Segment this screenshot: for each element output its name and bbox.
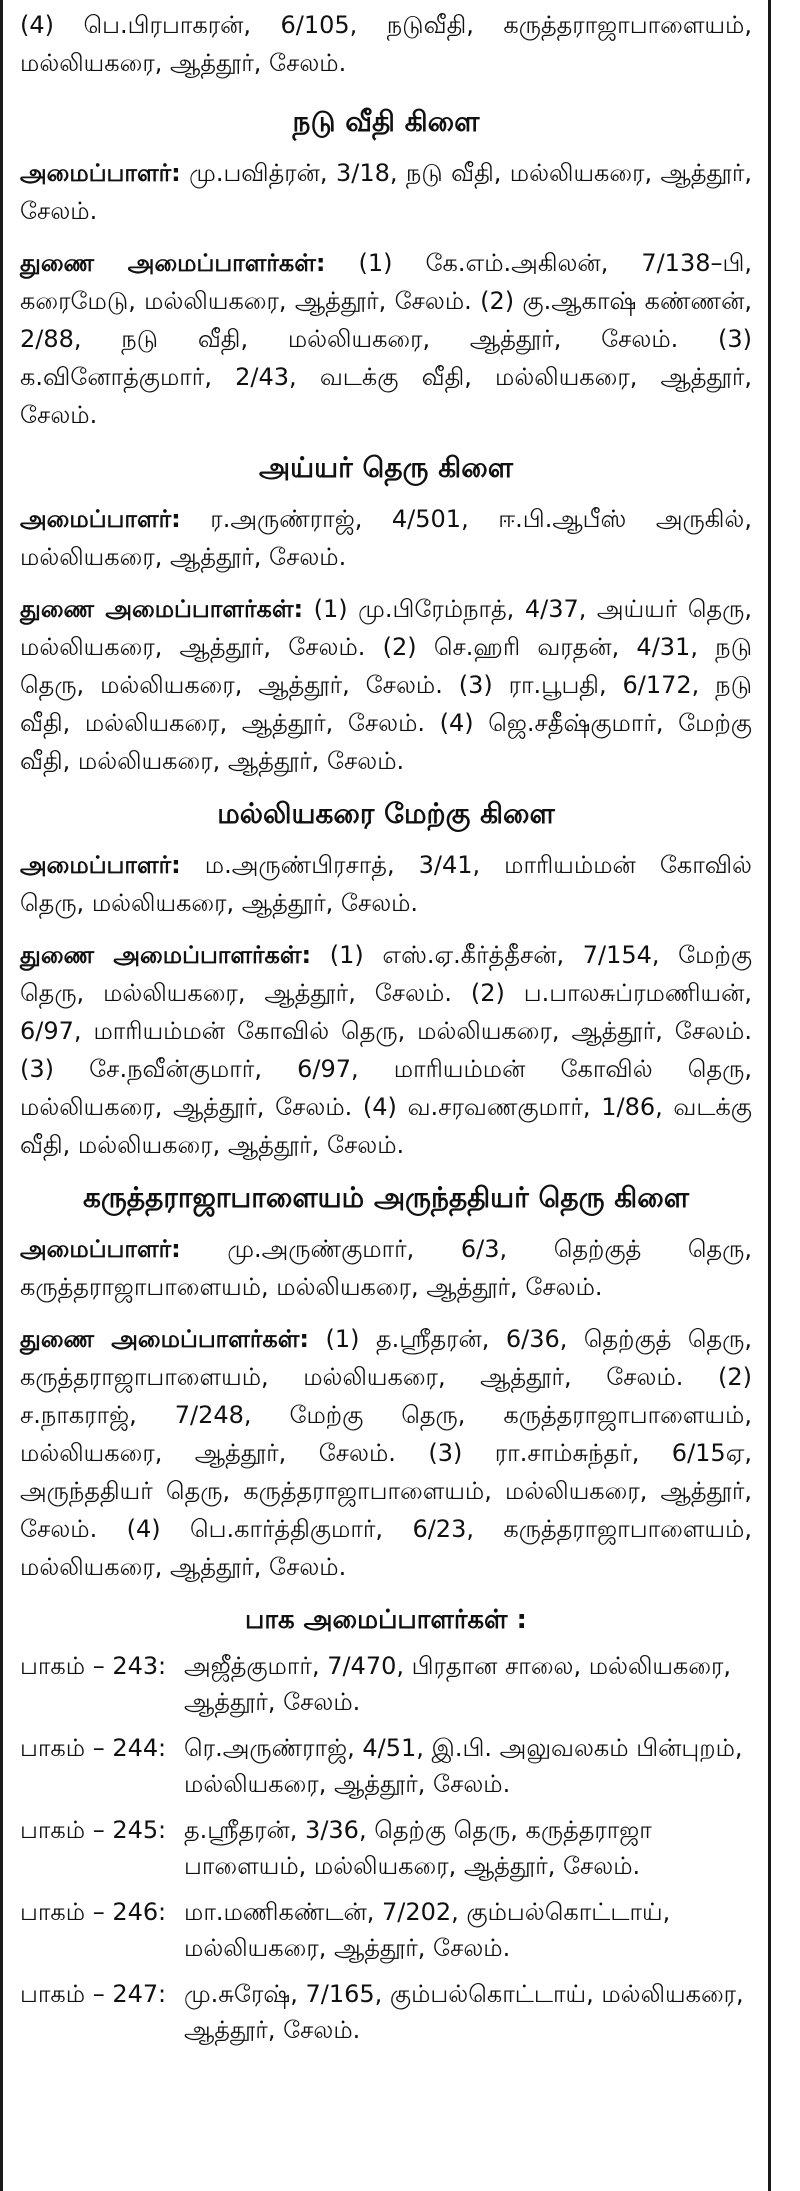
deputy-paragraph	[20, 936, 752, 1164]
organizer-paragraph	[20, 846, 752, 922]
organizer-text: மு.அருண்குமார், 6/3, தெற்குத் தெரு, கருத்தராஜாபாளையம், மல்லியகரை, ஆத்தூர், சேலம்.	[20, 1235, 752, 1301]
organizer-text: மு.பவித்ரன், 3/18, நடு வீதி, மல்லியகரை, ஆத்தூர், சேலம்.	[20, 159, 752, 225]
organizer-paragraph	[20, 500, 752, 576]
deputy-paragraph	[20, 1320, 752, 1586]
page-border-right	[768, 0, 771, 2191]
deputy-label: துணை அமைப்பாளர்கள்:	[20, 1325, 310, 1353]
deputy-paragraph	[20, 244, 752, 434]
deputy-paragraph	[20, 590, 752, 780]
part-text: அஜீத்குமார், 7/470, பிரதான சாலை, மல்லியகரை, ஆத்தூர், சேலம்.	[184, 1652, 732, 1716]
part-label: பாகம் – 243	[20, 1652, 159, 1680]
organizer-paragraph	[20, 154, 752, 230]
document-body	[20, 6, 752, 2058]
organizer-label: அமைப்பாளர்:	[20, 159, 181, 187]
part-label: பாகம் – 247	[20, 1980, 159, 2008]
part-colon: :	[158, 1816, 167, 1844]
section-heading: கருத்தராஜாபாளையம் அருந்ததியர் தெரு கிளை	[83, 1181, 689, 1214]
part-colon: :	[158, 1980, 167, 2008]
deputy-label: துணை அமைப்பாளர்கள்:	[20, 249, 326, 277]
organizer-paragraph	[20, 1230, 752, 1306]
part-label: பாகம் – 245	[20, 1816, 159, 1844]
part-row	[20, 1894, 752, 1966]
part-organizers-heading: பாக அமைப்பாளர்கள் :	[245, 1605, 527, 1635]
deputy-label: துணை அமைப்பாளர்கள்:	[20, 595, 304, 623]
organizer-label: அமைப்பாளர்:	[20, 505, 181, 533]
part-row	[20, 1730, 752, 1802]
deputy-label: துணை அமைப்பாளர்கள்:	[20, 941, 312, 969]
section-heading: நடு வீதி கிளை	[292, 105, 480, 138]
part-label: பாகம் – 246	[20, 1898, 159, 1926]
part-colon: :	[158, 1652, 167, 1680]
organizer-text: ம.அருண்பிரசாத், 3/41, மாரியம்மன் கோவில் தெரு, மல்லியகரை, ஆத்தூர், சேலம்.	[20, 851, 752, 917]
deputy-text: (1) எஸ்.ஏ.கீர்த்தீசன், 7/154, மேற்கு தெரு, மல்லியகரை, ஆத்தூர், சேலம். (2) ப.பாலசுப்ரமணியன், 6/97, மாரியம்மன் கோவில் தெரு, மல்லியகரை, ஆத்தூர், சேலம். (3) சே.நவீன்குமார், 6/97, மாரியம்மன் கோவில் தெரு, மல்லியகரை, ஆத்தூர், சேலம். (4) வ.சரவணகுமார், 1/86, வடக்கு வீதி, மல்லியகரை, ஆத்தூர், சேலம்.	[20, 941, 752, 1159]
part-colon: :	[158, 1734, 167, 1762]
part-row	[20, 1812, 752, 1884]
part-row	[20, 1976, 752, 2048]
part-text: மா.மணிகண்டன், 7/202, கும்பல்கொட்டாய், மல்லியகரை, ஆத்தூர், சேலம்.	[184, 1898, 671, 1962]
page-border-left	[0, 0, 3, 2191]
organizer-label: அமைப்பாளர்:	[20, 851, 181, 879]
organizer-label: அமைப்பாளர்:	[20, 1235, 181, 1263]
deputy-text: (1) மு.பிரேம்நாத், 4/37, அய்யர் தெரு, மல்லியகரை, ஆத்தூர், சேலம். (2) செ.ஹரி வரதன், 4/31, நடு தெரு, மல்லியகரை, ஆத்தூர், சேலம். (3) ரா.பூபதி, 6/172, நடு வீதி, மல்லியகரை, ஆத்தூர், சேலம். (4) ஜெ.சதீஷ்குமார், மேற்கு வீதி, மல்லியகரை, ஆத்தூர், சேலம்.	[20, 595, 752, 775]
section-heading: அய்யர் தெரு கிளை	[259, 451, 513, 484]
part-text: ரெ.அருண்ராஜ், 4/51, இ.பி. அலுவலகம் பின்புறம், மல்லியகரை, ஆத்தூர், சேலம்.	[184, 1734, 743, 1798]
deputy-text: (1) த.ஸ்ரீதரன், 6/36, தெற்குத் தெரு, கருத்தராஜாபாளையம், மல்லியகரை, ஆத்தூர், சேலம். (2) ச.நாகராஜ், 7/248, மேற்கு தெரு, கருத்தராஜாபாளையம், மல்லியகரை, ஆத்தூர், சேலம். (3) ரா.சாம்சுந்தர், 6/15ஏ, அருந்ததியர் தெரு, கருத்தராஜாபாளையம், மல்லியகரை, ஆத்தூர், சேலம். (4) பெ.கார்த்திகுமார், 6/23, கருத்தராஜாபாளையம், மல்லியகரை, ஆத்தூர், சேலம்.	[20, 1325, 753, 1581]
organizer-text: ர.அருண்ராஜ், 4/501, ஈ.பி.ஆபீஸ் அருகில், மல்லியகரை, ஆத்தூர், சேலம்.	[20, 505, 752, 571]
part-row	[20, 1648, 752, 1720]
section-heading: மல்லியகரை மேற்கு கிளை	[217, 797, 555, 830]
part-text: மு.சுரேஷ், 7/165, கும்பல்கொட்டாய், மல்லியகரை, ஆத்தூர், சேலம்.	[184, 1980, 744, 2044]
intro-paragraph: (4) பெ.பிரபாகரன், 6/105, நடுவீதி, கருத்தராஜாபாளையம், மல்லியகரை, ஆத்தூர், சேலம்.	[20, 11, 752, 77]
part-colon: :	[158, 1898, 167, 1926]
deputy-text: (1) கே.எம்.அகிலன், 7/138–பி, கரைமேடு, மல்லியகரை, ஆத்தூர், சேலம். (2) கு.ஆகாஷ் கண்ணன், 2/88, நடு வீதி, மல்லியகரை, ஆத்தூர், சேலம். (3) க.வினோத்குமார், 2/43, வடக்கு வீதி, மல்லியகரை, ஆத்தூர், சேலம்.	[20, 249, 752, 429]
part-label: பாகம் – 244	[20, 1734, 159, 1762]
part-text: த.ஸ்ரீதரன், 3/36, தெற்கு தெரு, கருத்தராஜா பாளையம், மல்லியகரை, ஆத்தூர், சேலம்.	[184, 1816, 652, 1880]
